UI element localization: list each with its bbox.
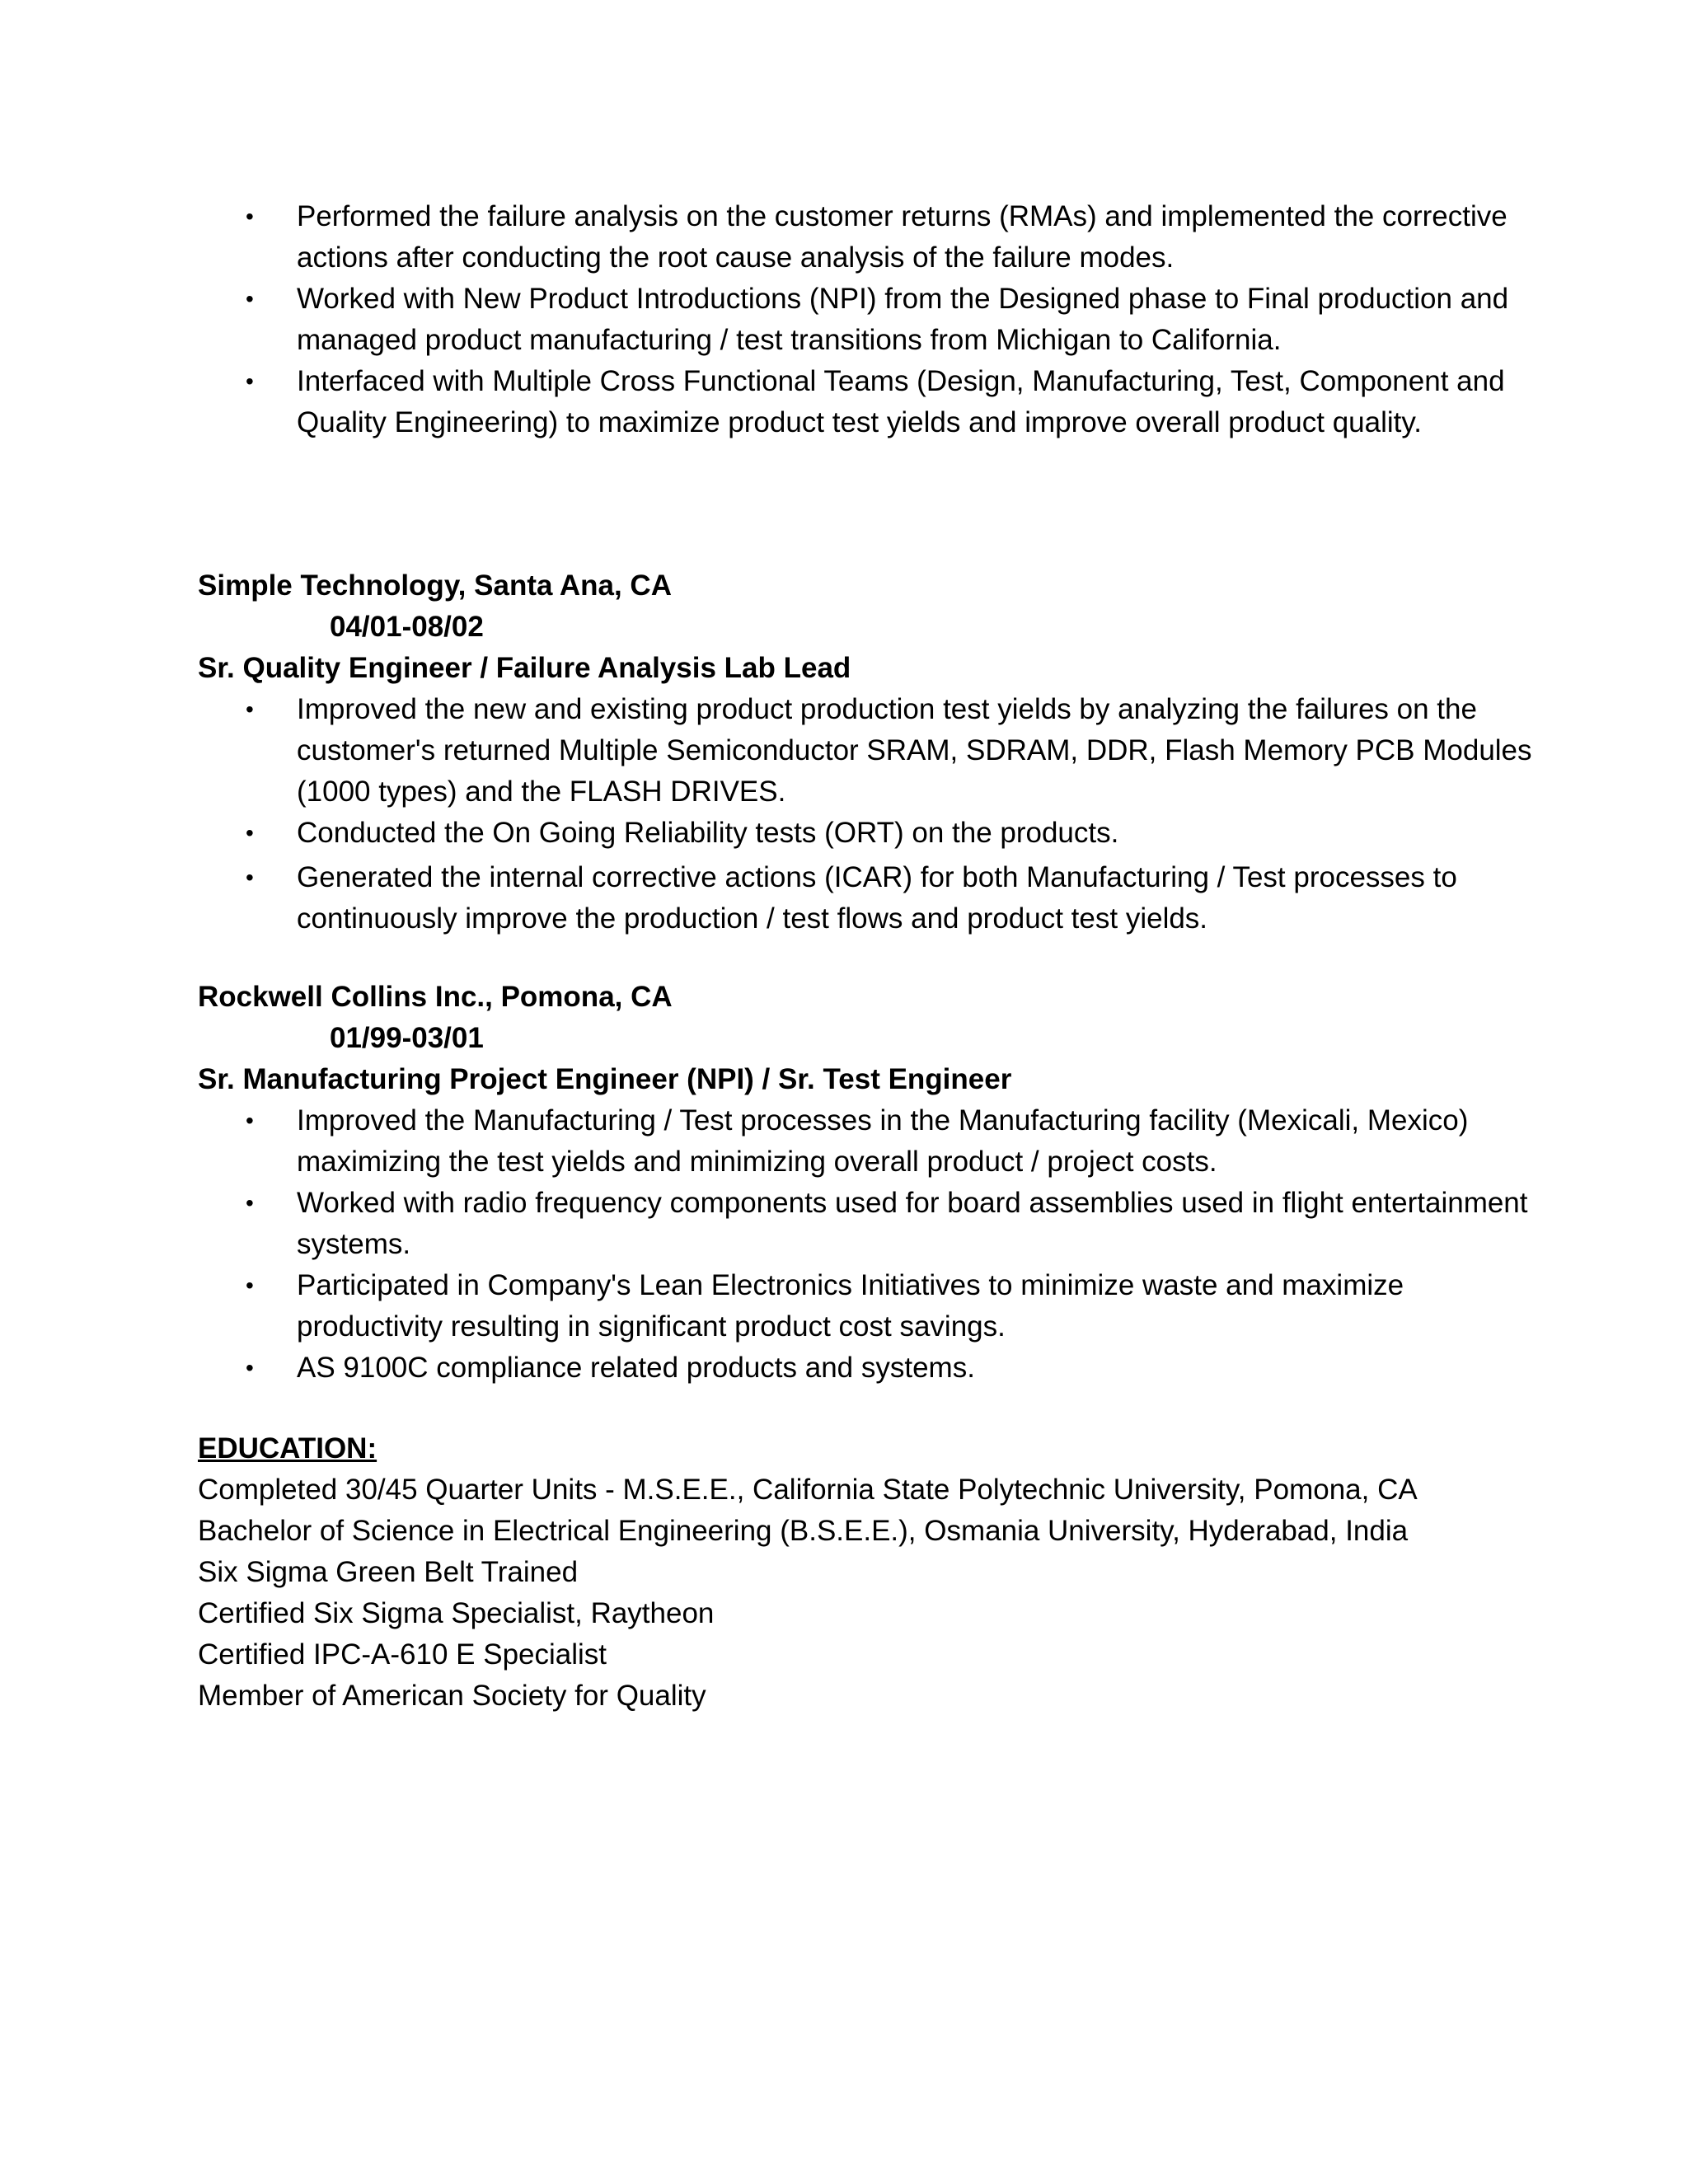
job-role: Sr. Quality Engineer / Failure Analysis Lab Lead	[198, 652, 851, 684]
bullet-text: Interfaced with Multiple Cross Functional Teams (Design, Manufacturing, Test, Component and Quality Engineering) to maximize product test yields and improve overall product quality.	[297, 365, 1505, 438]
job-dates: 01/99-03/01	[330, 1022, 484, 1054]
bullet-icon: •	[246, 1355, 254, 1380]
education-section	[198, 1428, 1533, 1717]
bullet-icon: •	[246, 368, 254, 394]
job-role: Sr. Manufacturing Project Engineer (NPI) / Sr. Test Engineer	[198, 1063, 1012, 1095]
bullet-text: Worked with radio frequency components used for board assemblies used in flight entertainment systems.	[297, 1187, 1528, 1260]
job-dates: 04/01-08/02	[330, 611, 484, 643]
bullet-list	[198, 689, 1533, 940]
bullet-text: Conducted the On Going Reliability tests (ORT) on the products.	[297, 817, 1119, 849]
bullet-icon: •	[246, 1272, 254, 1298]
bullet-text: Participated in Company's Lean Electronics Initiatives to minimize waste and maximize productivity resulting in significant product cost savings.	[297, 1269, 1404, 1343]
company-name: Simple Technology, Santa Ana, CA	[198, 569, 672, 602]
education-heading: EDUCATION:	[198, 1432, 377, 1465]
list-item	[198, 361, 1533, 443]
list-item	[198, 857, 1533, 940]
education-line: Member of American Society for Quality	[198, 1680, 706, 1712]
bullet-list	[198, 196, 1533, 443]
bullet-text: Performed the failure analysis on the customer returns (RMAs) and implemented the corrective actions after conducting the root cause analysis of the failure modes.	[297, 200, 1507, 274]
list-item	[198, 279, 1533, 361]
bullet-icon: •	[246, 820, 254, 846]
job-simple-technology	[198, 565, 1533, 940]
bullet-text: Generated the internal corrective actions (ICAR) for both Manufacturing / Test processes to continuously improve the production / test flows and product test yields.	[297, 861, 1457, 935]
list-item	[198, 1347, 1533, 1389]
bullet-icon: •	[246, 204, 254, 229]
bullet-text: Improved the new and existing product production test yields by analyzing the failures on the customer's returned Multiple Semiconductor SRAM, SDRAM, DDR, Flash Memory PCB Modules (1000 types) and the FLASH DRIVES.	[297, 693, 1532, 808]
bullet-icon: •	[246, 696, 254, 722]
list-item	[198, 813, 1533, 854]
bullet-icon: •	[246, 865, 254, 890]
job-rockwell-collins	[198, 977, 1533, 1389]
bullet-list	[198, 1100, 1533, 1389]
education-line: Bachelor of Science in Electrical Engineering (B.S.E.E.), Osmania University, Hyderabad, India	[198, 1515, 1409, 1547]
list-item	[198, 1183, 1533, 1265]
company-name: Rockwell Collins Inc., Pomona, CA	[198, 981, 673, 1013]
bullet-icon: •	[246, 286, 254, 312]
list-item	[198, 689, 1533, 813]
bullet-icon: •	[246, 1190, 254, 1216]
bullet-icon: •	[246, 1108, 254, 1133]
bullet-text: Worked with New Product Introductions (NPI) from the Designed phase to Final production and managed product manufacturing / test transitions from Michigan to California.	[297, 283, 1509, 356]
list-item	[198, 1265, 1533, 1347]
list-item	[198, 1100, 1533, 1183]
education-line: Certified Six Sigma Specialist, Raytheon	[198, 1597, 715, 1629]
previous-job-bullets	[198, 196, 1533, 443]
education-line: Completed 30/45 Quarter Units - M.S.E.E., California State Polytechnic University, Pomona, CA	[198, 1474, 1418, 1506]
bullet-text: AS 9100C compliance related products and systems.	[297, 1352, 975, 1384]
bullet-text: Improved the Manufacturing / Test processes in the Manufacturing facility (Mexicali, Mexico) maximizing the test yields and minimizing overall product / project costs.	[297, 1104, 1469, 1178]
list-item	[198, 196, 1533, 279]
education-line: Six Sigma Green Belt Trained	[198, 1556, 579, 1588]
education-line: Certified IPC-A-610 E Specialist	[198, 1638, 607, 1671]
